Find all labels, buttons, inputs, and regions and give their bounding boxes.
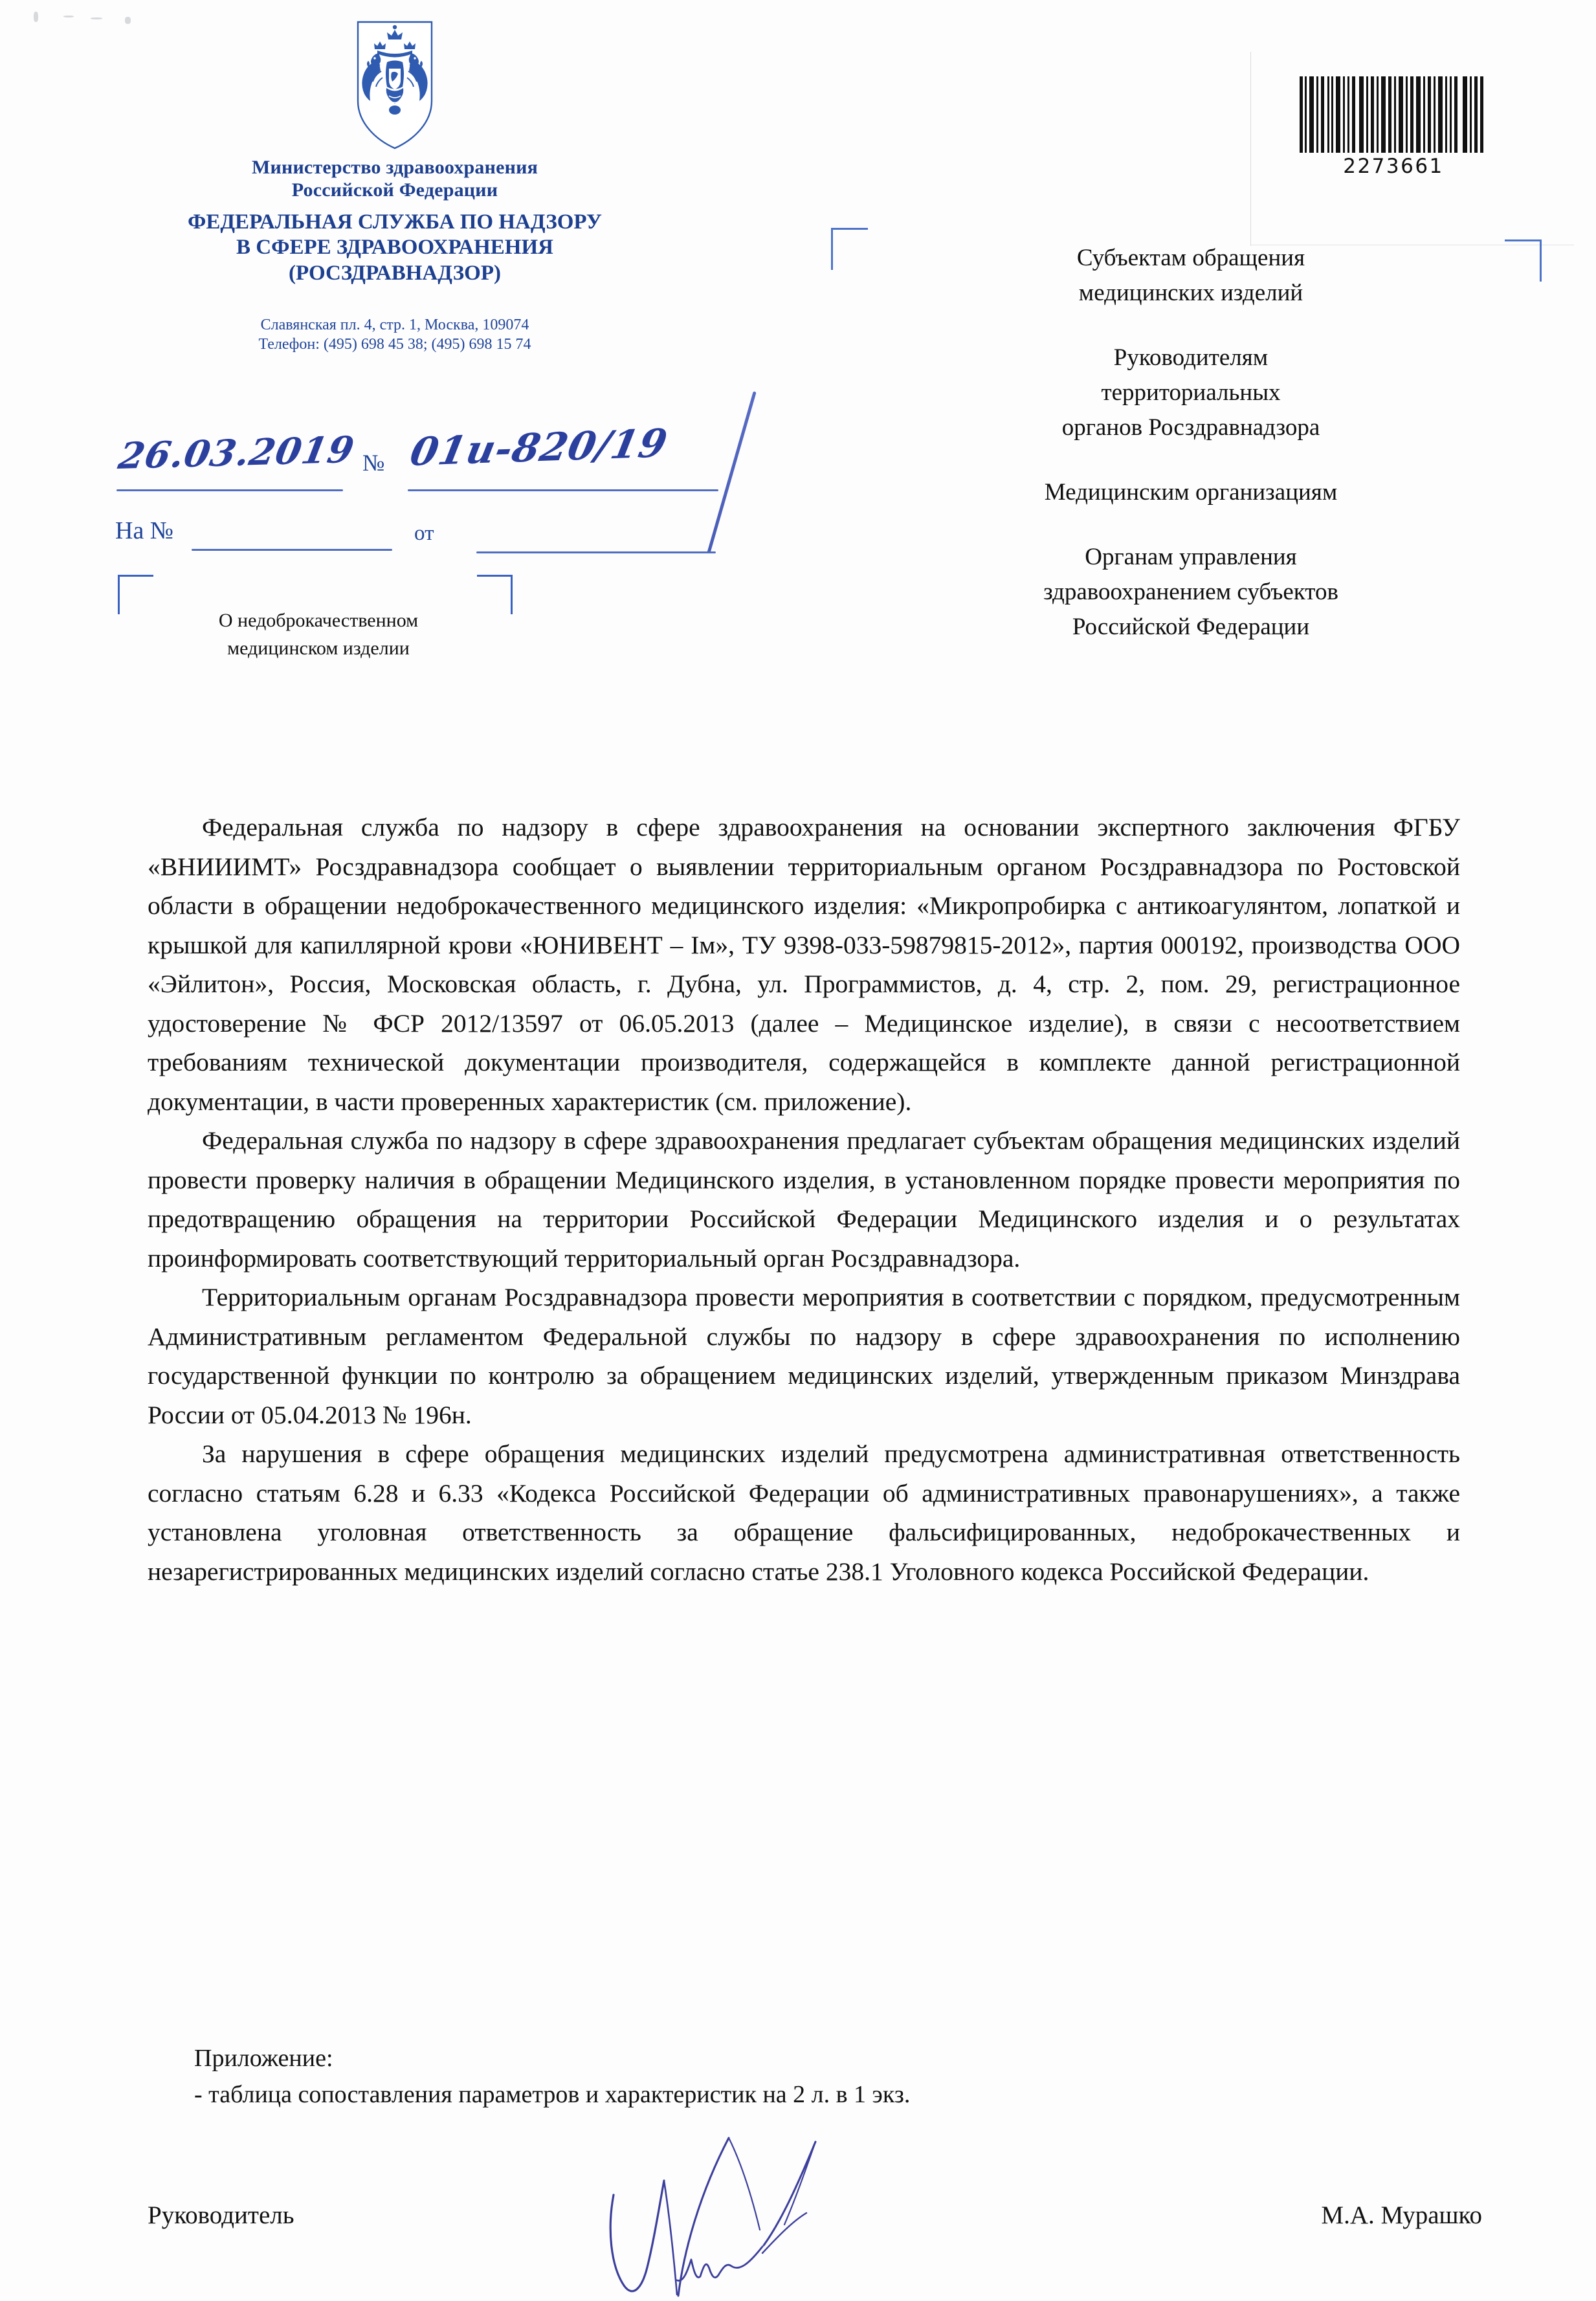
ministry-line-1: Министерство здравоохранения	[251, 157, 538, 178]
scan-speck	[63, 16, 74, 17]
appendix-block	[194, 2040, 1359, 2113]
addressee-group	[841, 241, 1540, 311]
addressee-group	[841, 340, 1540, 445]
addressee-line: Субъектам обращения	[1076, 245, 1305, 271]
body-paragraph: Территориальным органам Росздравнадзора провести мероприятия в соответствии с порядком, предусмотренным Административным регламентом Федеральной службы по надзору в сфере здравоохранения по исполнению государственной функции по контролю за обращением медицинских изделий, утвержденным приказом Минздрава России от 05.04.2013 № 196н.	[148, 1283, 1460, 1429]
service-line-1: ФЕДЕРАЛЬНАЯ СЛУЖБА ПО НАДЗОРУ	[188, 210, 602, 234]
handwritten-signature-icon	[602, 2133, 938, 2301]
body-paragraph: За нарушения в сфере обращения медицинских изделий предусмотрена административная ответственность согласно статьям 6.28 и 6.33 «Кодекса Российской Федерации об административных правонарушениях», а также установлена уголовная ответственность за обращение фальсифицированных, недоброкачественных и незарегистрированных медицинских изделий согласно статье 238.1 Уголовного кодекса Российской Федерации.	[148, 1440, 1460, 1586]
service-line-3: (РОСЗДРАВНАДЗОР)	[288, 261, 501, 285]
registration-date-handwritten: 26.03.2019	[115, 428, 358, 478]
addressee-group	[841, 475, 1540, 510]
reply-reference-row	[115, 517, 840, 555]
russian-coat-of-arms-icon	[346, 19, 443, 152]
addressee-block	[841, 241, 1540, 645]
phone-numbers: Телефон: (495) 698 45 38; (495) 698 15 74	[258, 336, 531, 353]
registration-number-handwritten: 01и-820/19	[406, 421, 672, 475]
signer-name: М.А. Мурашко	[1321, 2201, 1482, 2229]
reply-to-rule	[192, 549, 392, 551]
scan-speck	[34, 12, 38, 22]
barcode-block	[1300, 76, 1487, 178]
addressee-line: территориальных	[1101, 379, 1281, 406]
addressee-line: медицинских изделий	[1078, 280, 1303, 307]
body-paragraph: Федеральная служба по надзору в сфере здравоохранения предлагает субъектам обращения медицинских изделий провести проверку наличия в обращении Медицинского изделия, в установленном порядке провести мероприятия по предотвращению обращения на территории Российской Федерации Медицинского изделия и о результатах проинформировать соответствующий территориальный орган Росздравнадзора.	[148, 1126, 1460, 1273]
letter-body	[148, 808, 1460, 1591]
reply-to-label: На №	[115, 517, 174, 544]
addressee-line: Российской Федерации	[1072, 614, 1310, 641]
postal-address: Славянская пл. 4, стр. 1, Москва, 109074	[260, 316, 529, 333]
appendix-item: - таблица сопоставления параметров и характеристик на 2 л. в 1 экз.	[194, 2081, 911, 2108]
letterhead	[110, 19, 680, 355]
contact-details	[110, 315, 680, 355]
from-label: от	[414, 522, 434, 545]
addressee-line: здравоохранением субъектов	[1043, 579, 1338, 606]
ministry-title	[110, 156, 680, 202]
addressee-line: органов Росздравнадзора	[1061, 414, 1320, 441]
date-rule	[116, 489, 343, 491]
body-paragraph: Федеральная служба по надзору в сфере здравоохранения на основании экспертного заключения ФГБУ «ВНИИИМТ» Росздравнадзора сообщает о выявлении территориальным органом Росздравнадзора по Ростовской области в обращении недоброкачественного медицинского изделия: «Микропробирка с антикоагулянтом, лопаткой и крышкой для капиллярной крови «ЮНИВЕНТ – Iм», ТУ 9398-033-59879815-2012», партия 000192, производства ООО «Эйлитон», Россия, Московская область, г. Дубна, ул. Программистов, д. 4, стр. 2, пом. 29, регистрационное удостоверение № ФСР 2012/13597 от 06.05.2013 (далее – Медицинское изделие), в связи с несоответствием требованиям технической документации производителя, содержащейся в комплекте данной регистрационной документации, в части проверенных характеристик (см. приложение).	[148, 813, 1460, 1116]
scan-speck	[91, 17, 102, 19]
addressee-group	[841, 540, 1540, 645]
subject-line	[118, 607, 519, 662]
number-sign-label: №	[362, 450, 385, 476]
scan-guide-line	[1250, 52, 1251, 246]
registration-row	[115, 421, 859, 504]
service-line-2: В СФЕРЕ ЗДРАВООХРАНЕНИЯ	[236, 236, 553, 260]
subject-line-2: медицинском изделии	[227, 637, 410, 659]
addressee-line: Руководителям	[1113, 344, 1269, 372]
subject-line-1: О недоброкачественном	[218, 610, 419, 631]
appendix-title: Приложение:	[194, 2045, 333, 2072]
barcode-icon	[1300, 76, 1487, 153]
barcode-number: 2273661	[1343, 155, 1444, 178]
addressee-line: Органам управления	[1085, 544, 1297, 571]
number-rule	[408, 489, 718, 491]
signer-role: Руководитель	[148, 2201, 294, 2229]
from-rule	[476, 551, 716, 553]
service-title	[110, 210, 680, 287]
addressee-line: Медицинским организациям	[1044, 479, 1338, 506]
ministry-line-2: Российской Федерации	[291, 179, 498, 201]
